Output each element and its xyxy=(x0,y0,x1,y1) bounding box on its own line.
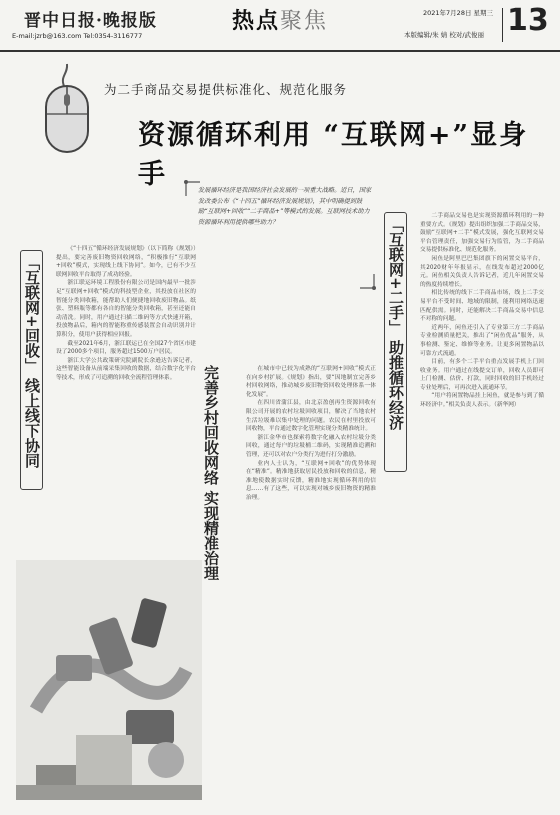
subhead-left: 「互联网+回收」 线上线下协同 xyxy=(20,250,43,490)
paragraph: 二手商品交易也是实现资源循环利用的一种重要方式。《规划》提出组织加强二手商品交易，鼓励“互联网+二手”模式发展，强化互联网交易平台管理责任，加强交易行为监管，为二手商品交易提供标准化、规范化服务。 xyxy=(420,213,544,254)
subhead-middle: 完善乡村回收网络 实现精准治理 xyxy=(202,365,220,581)
computer-mouse-icon xyxy=(38,62,96,158)
editors-line: 本版编辑/朱 婧 校对/武俊丽 xyxy=(404,31,485,39)
headline-banner xyxy=(18,56,542,190)
paragraph: 业内人士认为，“互联网+回收”的优势体现在“精准”。精准地获取居民投放和回收的信息，精准地使数据实时反馈，精准地实现循环利用的信息……有了这些，可以实现对城乡废旧物资的精准治理。 xyxy=(246,460,376,501)
newspaper-logo: 晋中日报·晚报版 xyxy=(24,11,157,31)
paragraph: 目前，有多个二手平台重点发展手机上门回收业务。用户通过在线提交订单，回收人员即可上门检测、估价、打款，同时回收的旧手机经过专业处理后，可再次进入流通环节。 xyxy=(420,359,544,391)
section-title-bold: 热点 xyxy=(232,8,281,34)
column-right xyxy=(420,212,544,410)
paragraph: 在城市中已较为成熟的“互联网+回收”模式正在向乡村扩展。《规划》指出，要“因地制宜完善乡村回收网络，推动城乡废旧物资回收处理体系一体化发展”。 xyxy=(246,366,376,398)
paragraph: 截至2021年6月，浙江联运已在全国27个省区市建设了2000多个项目，服务超过1500万户居民。 xyxy=(56,340,196,356)
paragraph: 《“十四五”循环经济发展规划》（以下简称《规划》）提出，要完善废旧物资回收网络，“积极推行“互联网+回收”模式，实现线上线下协同”。如今，已有不少互联网回收平台取得了成功经验。 xyxy=(56,246,196,278)
section-title xyxy=(232,4,328,35)
section-title-light: 聚焦 xyxy=(280,9,329,34)
main-headline: 资源循环利用 “互联网+”显身手 xyxy=(138,120,529,190)
paragraph: 近两年，闲鱼还引入了专业第三方二手商品专业检测质量把关，推出了“闲鱼优品”服务，从事检测、鉴定、维修等业务。让更多闲置物品以可靠方式流通。 xyxy=(420,324,544,357)
paragraph: 闲鱼是阿里巴巴集团旗下的闲置交易平台，其2020财年年报显示，在线发布超过2000亿元。闲鱼相关负责人告诉记者，近几年闲置交易的热度持续增长。 xyxy=(420,255,544,288)
lead-paragraph: 发展循环经济是我国经济社会发展的一项重大战略。近日，国家发改委公布《“十四五”循环经济发展规划》，其中明确提到鼓励“互联网+回收”“二手商品+”等模式的发展。互联网技术助力资源循环利用提供哪些助力？ xyxy=(198,187,372,226)
masthead xyxy=(0,0,560,52)
kicker: 为二手商品交易提供标准化、规范化服务 xyxy=(104,82,348,97)
subhead-right: 「互联网+二手」 助推循环经济 xyxy=(384,212,407,472)
column-left xyxy=(56,245,196,383)
paragraph: “用户将闲置物品挂上闲鱼，就是参与到了循环经济中。”相关负责人表示。（新华网） xyxy=(420,393,544,409)
header-divider xyxy=(502,8,503,42)
column-middle xyxy=(246,365,376,503)
paragraph: 浙江金华市也探索将数字化融入农村垃圾分类回收，通过每户的垃圾桶二维码，实现精准追溯和管理，还可以对农户分类行为进行打分激励。 xyxy=(246,434,376,458)
paragraph: 在四川省蒲江县，由北京盈创再生资源回收有限公司开展的农村垃圾回收项目，解决了当地农村生活垃圾难以集中处理的问题。农民在村里投放可回收物，平台通过数字化管理实现分类精准统计。 xyxy=(246,400,376,433)
paragraph: 浙江大学公共政策研究院副院长余逊达告诉记者，这些智能设备从前端采集回收的数据，结合数字化平台等技术，形成了可追溯的回收全流程管理体系。 xyxy=(56,357,196,381)
recycling-devices-photo xyxy=(16,560,202,800)
page-number: 13 xyxy=(507,3,549,38)
contact-line: E-mail:jzrb@163.com Tel:0354-3116777 xyxy=(12,32,143,40)
date-line: 2021年7月28日 星期三 xyxy=(423,9,494,17)
paragraph: 浙江联运环境工程股份有限公司是国内最早一批涉足“互联网+回收”模式的科技型企业，其投放在社区的智能分类回收箱，能帮助人们便捷地回收废旧物品。纸张、塑料瓶等都有各自的智能分类回收箱，甚至还能自动清洗。同时，用户通过扫描二维码等方式快速开箱，投放物品后，箱内的智能称重传感装置会自动识别并计算积分，使用户获得相应回报。 xyxy=(56,280,196,338)
paragraph: 相比传统的线下二手商品市场，线上二手交易平台不受时间、地域的限制，能利用网络迅速匹配供需。同时，还能解决二手商品交易中信息不对称的问题。 xyxy=(420,290,544,323)
